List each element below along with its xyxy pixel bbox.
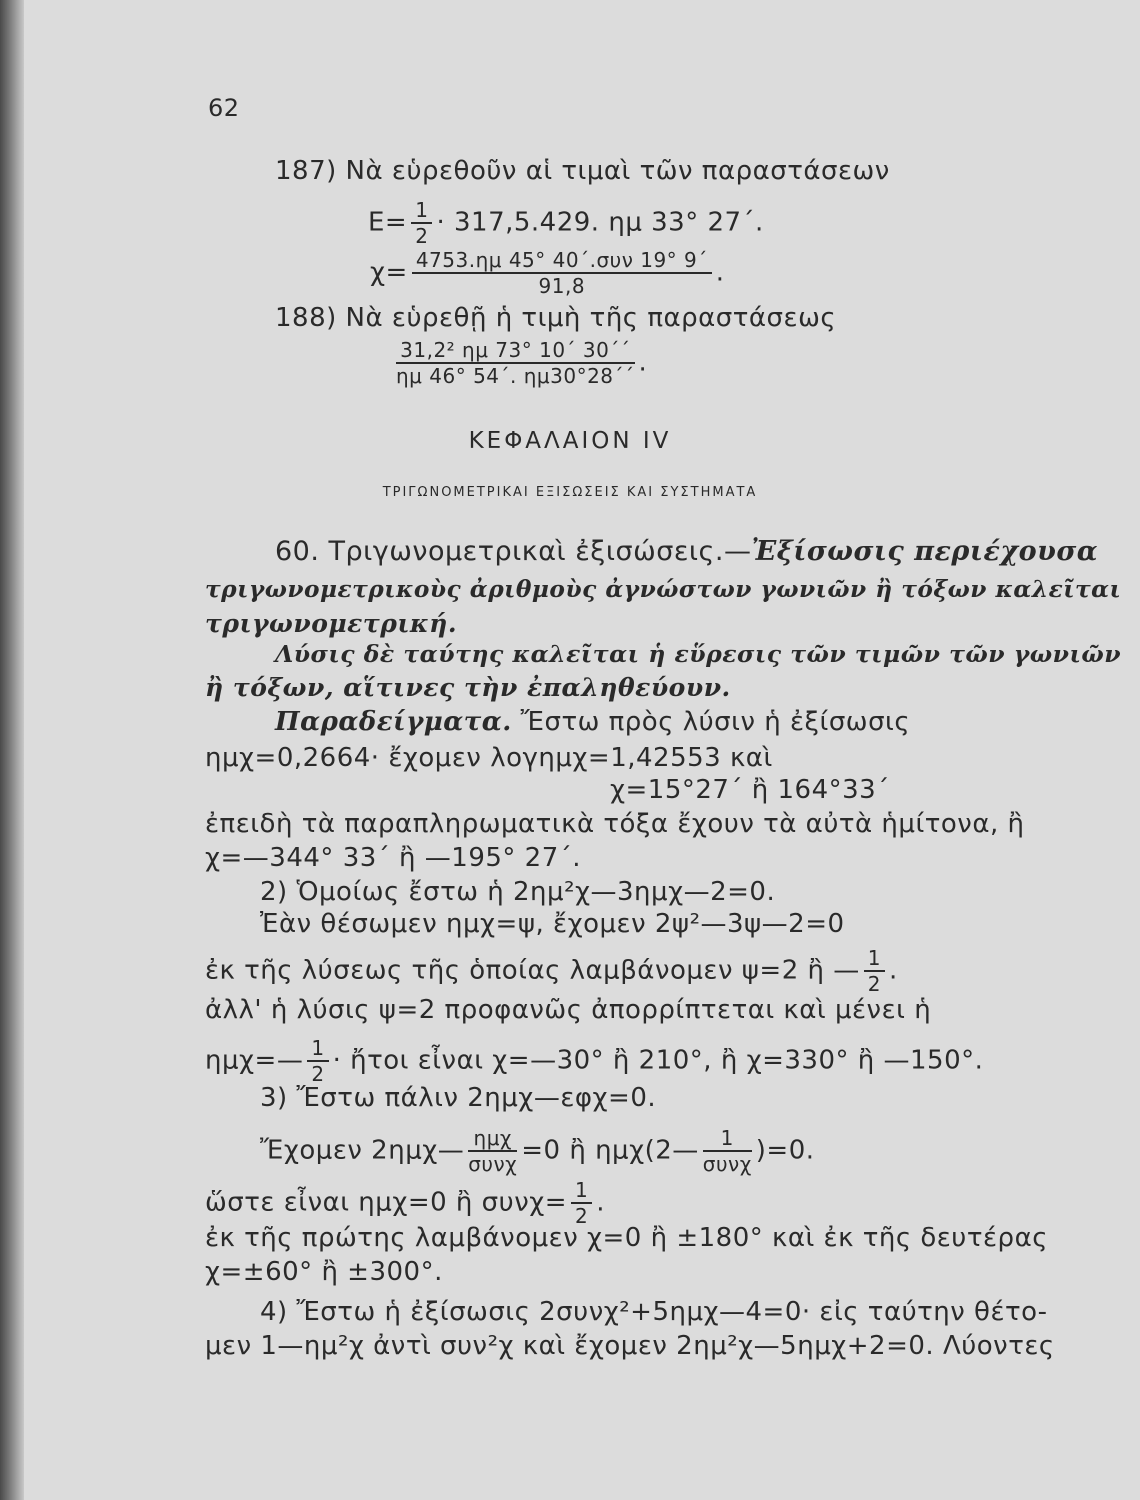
example-3-cases: ὥστε εἶναι ημχ=0 ἢ συνχ= $\frac{1}{2}$ . [205, 1178, 606, 1228]
x-end: . [715, 257, 725, 288]
exercise-187-intro: 187) Νὰ εὑρεθοῦν αἱ τιμαὶ τῶν παραστάσεων [275, 156, 890, 186]
e-rest: · 317,5.429. ημ 33° 27΄. [436, 207, 764, 238]
neg-half-fraction: $\frac{1}{2}$ [307, 1036, 328, 1086]
example-4-statement: 4) Ἔστω ἡ ἐξίσωσις 2συνχ²+5ημχ—4=0· εἰς ταύτην θέτο- [260, 1297, 1048, 1327]
example-3-transform: Ἔχομεν 2ημχ— $\frac{\text{ημχ}}{\text{συνχ}}$ =0 ἢ ημχ(2— $\frac{1}{\text{συνχ}}$ )=0. [260, 1126, 815, 1176]
section-60-definition-2: τριγωνομετρικοὺς ἀριθμοὺς ἀγνώστων γωνιῶν ἢ τόξων καλεῖται [205, 576, 1122, 603]
example-3-statement: 3) Ἔστω πάλιν 2ημχ—εφχ=0. [260, 1083, 657, 1113]
ex188-fraction: $\frac{\text{31,2² ημ 73° 10΄ 30΄΄}}{\eta\mu 46^\circ 54΄. \eta\mu 30^\circ 28΄΄}$ [396, 338, 635, 388]
half-fraction: $\frac{1}{2}$ [864, 946, 885, 996]
example-2-roots: ἐκ τῆς λύσεως τῆς ὁποίας λαμβάνομεν ψ=2 ἢ — $\frac{1}{2}$ . [205, 946, 898, 996]
x-lhs: χ= [370, 257, 408, 288]
chapter-subtitle: ΤΡΙΓΩΝΟΜΕΤΡΙΚΑΙ ΕΞΙΣΩΣΕΙΣ ΚΑΙ ΣΥΣΤΗΜΑΤΑ [382, 485, 758, 500]
example-3-first-solutions: ἐκ τῆς πρώτης λαμβάνομεν χ=0 ἢ ±180° καὶ ἐκ τῆς δευτέρας [205, 1223, 1048, 1253]
example-1-negative-solutions: χ=—344° 33΄ ἢ —195° 27΄. [205, 843, 582, 873]
x-fraction: $\frac{\text{4753.ημ 45° 40΄.συν 19° 9΄}}{91,8}$ [412, 248, 712, 298]
cos-half-fraction: $\frac{1}{2}$ [571, 1178, 592, 1228]
solution-definition-2: ἢ τόξων, αἵτινες τὴν ἐπαληθεύουν. [205, 673, 731, 702]
example-1-line-1: ημχ=0,2664· ἔχομεν λογημχ=1,42553 καὶ [205, 743, 773, 773]
solution-definition-1: Λύσις δὲ ταύτης καλεῖται ἡ εὕρεσις τῶν τιμῶν τῶν γωνιῶν [275, 640, 1122, 668]
section-60-line-1 [275, 536, 1098, 568]
section-heading: 60. Τριγωνομετρικαὶ ἐξισώσεις.— [275, 536, 752, 567]
examples-intro: Παραδείγματα. Ἔστω πρὸς λύσιν ἡ ἐξίσωσις [275, 707, 911, 737]
example-3-second-solutions: χ=±60° ἢ ±300°. [205, 1257, 443, 1287]
example-1-reason: ἐπειδὴ τὰ παραπληρωματικὰ τόξα ἔχουν τὰ αὐτὰ ἡμίτονα, ἢ [205, 809, 1025, 839]
example-2-statement: 2) Ὁμοίως ἔστω ἡ 2ημ²χ—3ημχ—2=0. [260, 877, 776, 907]
exercise-187-equation-e [368, 198, 764, 248]
definition-start: Ἐξίσωσις περιέχουσα [751, 536, 1099, 567]
exercise-187-equation-x [370, 248, 725, 298]
chapter-title: ΚΕΦΑΛΑΙΟΝ IV [468, 428, 672, 454]
exercise-188-intro: 188) Νὰ εὑρεθῇ ἡ τιμὴ τῆς παραστάσεως [275, 303, 837, 333]
example-4-substitution: μεν 1—ημ²χ ἀντὶ συν²χ καὶ ἔχομεν 2ημ²χ—5ημχ+2=0. Λύοντες [205, 1331, 1055, 1361]
book-spine-shadow [0, 0, 24, 1500]
example-2-solutions: ημχ=— $\frac{1}{2}$ · ἤτοι εἶναι χ=—30° ἢ 210°, ἢ χ=330° ἢ —150°. [205, 1036, 984, 1086]
e-lhs: E= [368, 207, 408, 238]
exercise-188-expression: $\frac{\text{31,2² ημ 73° 10΄ 30΄΄}}{\eta\mu 46^\circ 54΄. \eta\mu 30^\circ 28΄΄}$ . [396, 338, 648, 388]
example-2-substitution: Ἐὰν θέσωμεν ημχ=ψ, ἔχομεν 2ψ²—3ψ—2=0 [260, 909, 845, 939]
sec-fraction: $\frac{1}{\text{συνχ}}$ [702, 1126, 752, 1176]
example-1-solution: χ=15°27΄ ἢ 164°33΄ [610, 775, 890, 805]
examples-label: Παραδείγματα. [275, 707, 512, 737]
example-2-rejection: ἀλλ' ἡ λύσις ψ=2 προφανῶς ἀπορρίπτεται καὶ μένει ἡ [205, 995, 932, 1025]
section-60-definition-3: τριγωνομετρική. [205, 609, 458, 638]
page-number: 62 [208, 94, 240, 122]
e-fraction: $\frac{1}{2}$ [411, 198, 432, 248]
tan-fraction: $\frac{\text{ημχ}}{\text{συνχ}}$ [468, 1126, 518, 1176]
